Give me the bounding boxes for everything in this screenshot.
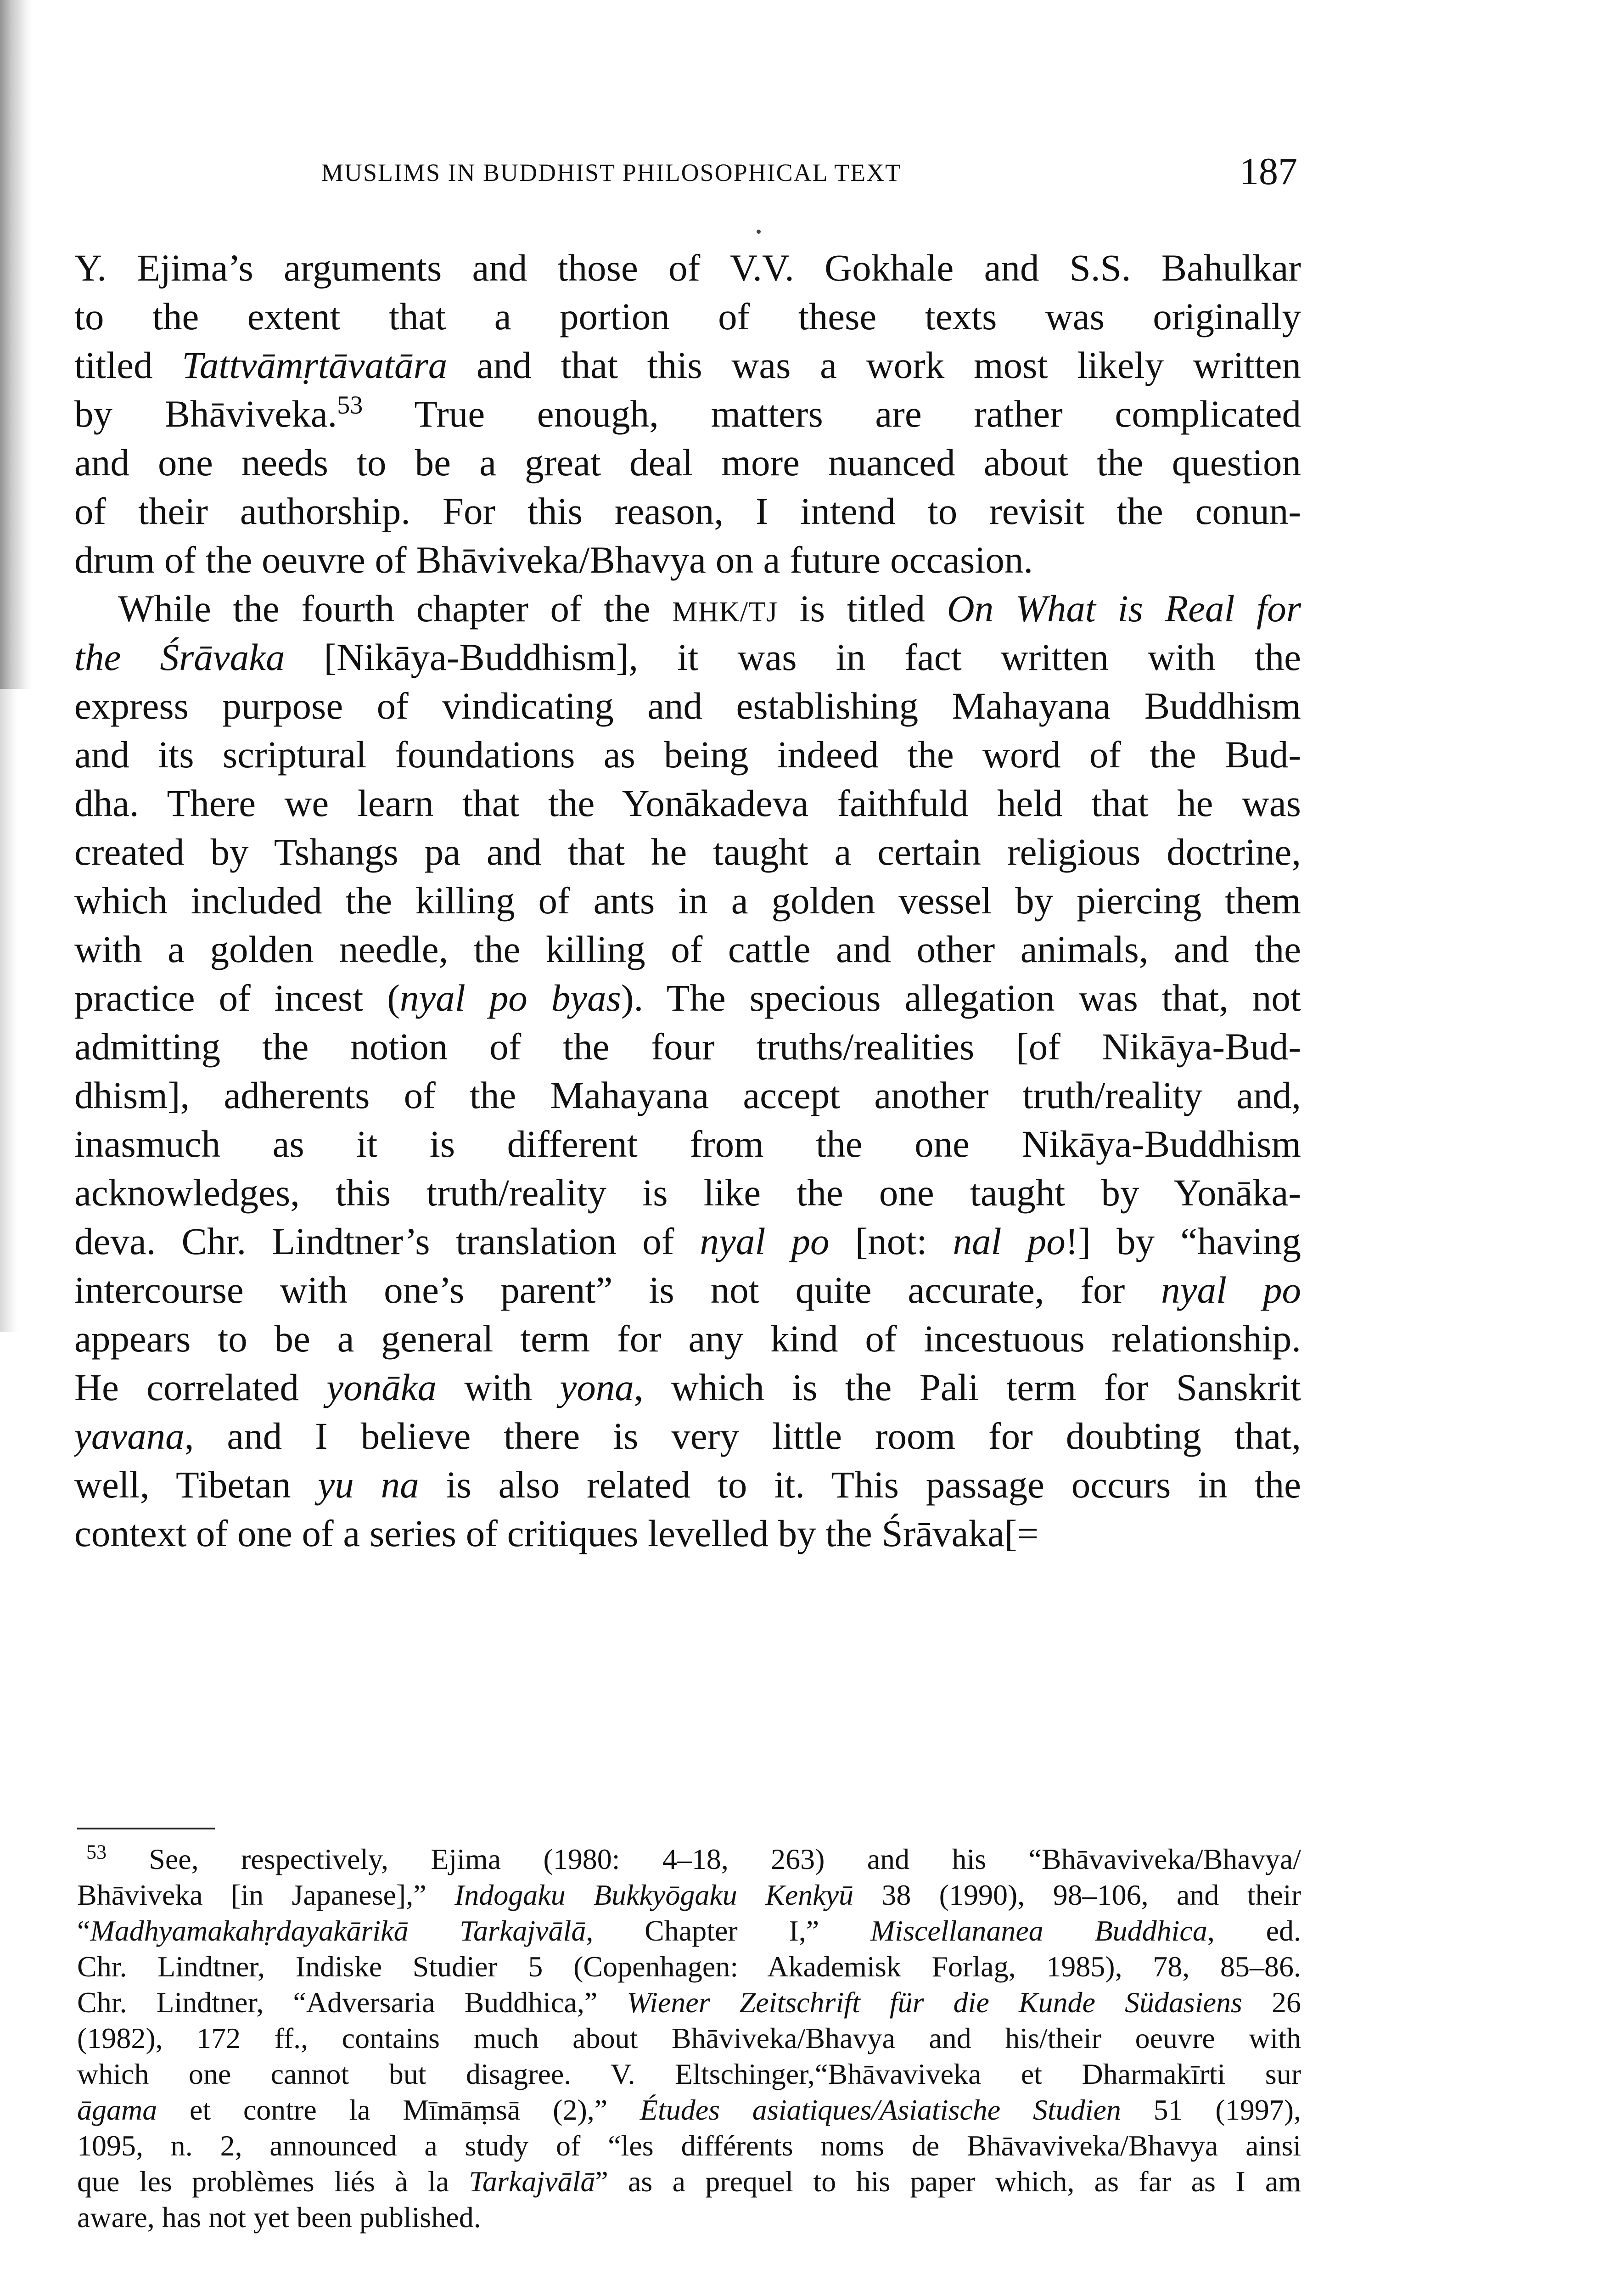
italic-term: yona: [560, 1366, 634, 1408]
italic-title: Études asiatiques/Asiatische Studien: [640, 2093, 1121, 2126]
body-line: [74, 535, 1301, 584]
italic-title: Tarkajvālā: [469, 2165, 595, 2198]
italic-term: nyal po: [1161, 1269, 1301, 1311]
body-line-text: appears to be a general term for any kind of incestuous relationship.: [74, 1317, 1301, 1360]
body-line-text: acknowledges, this truth/reality is like the one taught by Yonāka-: [74, 1171, 1301, 1214]
footnote-53: [77, 1841, 1301, 2235]
body-line-text: and that this was a work most likely written: [447, 344, 1301, 386]
body-line-text: to the extent that a portion of these texts was originally: [74, 295, 1301, 338]
body-line: [74, 633, 1301, 681]
body-line: [74, 389, 1301, 438]
body-line-text: [not:: [829, 1220, 953, 1262]
body-line-text: admitting the notion of the four truths/realities [of Nikāya-Bud-: [74, 1025, 1301, 1068]
body-line: [74, 974, 1301, 1022]
body-line: [74, 925, 1301, 974]
body-line-text: with: [437, 1366, 560, 1408]
body-line-text: drum of the oeuvre of Bhāviveka/Bhavya on a future occasion.: [74, 539, 1033, 581]
italic-title: On What is Real for: [947, 587, 1301, 630]
body-line-text: dha. There we learn that the Yonākadeva faithfuld held that he was: [74, 782, 1301, 824]
italic-title: Tattvāmṛtāvatāra: [182, 344, 448, 386]
body-line: [74, 1509, 1301, 1558]
footnote-line-text: 51 (1997),: [1121, 2093, 1301, 2126]
body-line-text: inasmuch as it is different from the one Nikāya-Buddhism: [74, 1123, 1301, 1165]
body-line-text: with a golden needle, the killing of cattle and other animals, and the: [74, 928, 1301, 970]
footnote-line-text: Chr. Lindtner, Indiske Studier 5 (Copenhagen: Akademisk Forlag, 1985), 78, 85–86.: [77, 1950, 1301, 1983]
body-line-text: is also related to it. This passage occurs in the: [419, 1463, 1301, 1506]
body-line-text: True enough, matters are rather complicated: [363, 393, 1301, 435]
body-line: [74, 487, 1301, 535]
body-line-text: titled: [74, 344, 182, 386]
body-line: [74, 1071, 1301, 1120]
footnote-line: [77, 2092, 1301, 2128]
abbreviation: MHK/TJ: [672, 597, 778, 628]
italic-title: Indogaku Bukkyōgaku Kenkyū: [454, 1879, 853, 1911]
body-text: [74, 243, 1301, 1558]
footnote-line-text: , Chapter I,”: [586, 1914, 870, 1947]
body-line-text: express purpose of vindicating and establishing Mahayana Buddhism: [74, 685, 1301, 727]
footnote-line-text: Bhāviveka [in Japanese],”: [77, 1879, 454, 1911]
body-line-text: and one needs to be a great deal more nuanced about the question: [74, 441, 1301, 484]
footnote-line-text: Chr. Lindtner, “Adversaria Buddhica,”: [77, 1986, 627, 2019]
scan-speck: [757, 230, 761, 234]
footnote-line-text: See, respectively, Ejima (1980: 4–18, 263) and his “Bhāvaviveka/Bhavya/: [149, 1843, 1301, 1875]
body-line-text: is titled: [778, 587, 947, 630]
italic-term: nyal po: [700, 1220, 830, 1262]
body-line-text: , which is the Pali term for Sanskrit: [634, 1366, 1301, 1408]
footnote-line: [77, 1949, 1301, 1985]
body-line-text: context of one of a series of critiques levelled by the Śrāvaka[=: [74, 1512, 1039, 1554]
body-line: [74, 1168, 1301, 1217]
body-line-text: intercourse with one’s parent” is not quite accurate, for: [74, 1269, 1161, 1311]
footnote-line-text: aware, has not yet been published.: [77, 2201, 481, 2234]
body-line-text: Y. Ejima’s arguments and those of V.V. Gokhale and S.S. Bahulkar: [74, 247, 1301, 289]
footnote-line: [77, 2020, 1301, 2056]
body-line: [74, 1217, 1301, 1266]
body-line-text: which included the killing of ants in a golden vessel by piercing them: [74, 879, 1301, 922]
body-line-text: , and I believe there is very little room for doubting that,: [184, 1415, 1301, 1457]
body-line-text: !] by “having: [1065, 1220, 1301, 1262]
footnote-line-text: which one cannot but disagree. V. Eltschinger,“Bhāvaviveka et Dharmakīrti sur: [77, 2058, 1301, 2090]
body-line: [74, 1460, 1301, 1509]
body-line-text: practice of incest (: [74, 977, 400, 1019]
body-line: [74, 779, 1301, 827]
italic-term: yavana: [74, 1415, 185, 1457]
footnote-reference[interactable]: 53: [337, 391, 363, 420]
footnote-divider: [77, 1828, 215, 1829]
body-line: [74, 584, 1301, 633]
italic-title: the Śrāvaka: [74, 636, 285, 678]
italic-term: nal po: [953, 1220, 1066, 1262]
footnote-line-text: (1982), 172 ff., contains much about Bhāviveka/Bhavya and his/their oeuvre with: [77, 2022, 1301, 2054]
body-line-text: and its scriptural foundations as being indeed the word of the Bud-: [74, 733, 1301, 776]
body-line: [74, 243, 1301, 292]
body-line: [74, 292, 1301, 341]
body-line-text: While the fourth chapter of the: [118, 587, 673, 630]
footnote-line: [77, 1913, 1301, 1949]
body-line: [74, 730, 1301, 779]
footnote-line: [77, 1841, 1301, 1877]
footnote-line-text: 26: [1242, 1986, 1301, 2019]
footnote-line: [77, 2128, 1301, 2164]
body-line-text: deva. Chr. Lindtner’s translation of: [74, 1220, 700, 1262]
italic-term: nyal po byas: [399, 977, 621, 1019]
italic-title: Wiener Zeitschrift für die Kunde Südasiens: [627, 1986, 1242, 2019]
body-line-text: dhism], adherents of the Mahayana accept another truth/reality and,: [74, 1074, 1301, 1116]
italic-term: āgama: [77, 2093, 157, 2126]
body-line: [74, 341, 1301, 389]
body-line-text: well, Tibetan: [74, 1463, 318, 1506]
italic-term: yu na: [318, 1463, 419, 1506]
page-number: 187: [1240, 150, 1297, 193]
body-line-text: He correlated: [74, 1366, 327, 1408]
footnote-line-text: “: [77, 1914, 90, 1947]
body-line: [74, 438, 1301, 487]
body-line: [74, 1363, 1301, 1412]
body-line: [74, 681, 1301, 730]
footnote-number: 53: [86, 1841, 107, 1863]
body-line: [74, 827, 1301, 876]
italic-term: yonāka: [326, 1366, 437, 1408]
body-line: [74, 1022, 1301, 1071]
body-line-text: [Nikāya-Buddhism], it was in fact written with the: [285, 636, 1301, 678]
footnote-line-text: , ed.: [1207, 1914, 1301, 1947]
page-binding-shadow-lower: [0, 689, 18, 1332]
body-line: [74, 1120, 1301, 1168]
body-line: [74, 876, 1301, 925]
footnote-line: [77, 2056, 1301, 2092]
body-line: [74, 1412, 1301, 1460]
footnote-line: [77, 2164, 1301, 2200]
running-head: MUSLIMS IN BUDDHIST PHILOSOPHICAL TEXT: [321, 159, 902, 186]
footnote-line-text: 1095, n. 2, announced a study of “les différents noms de Bhāvaviveka/Bhavya ainsi: [77, 2129, 1301, 2162]
footnote-line-text: ” as a prequel to his paper which, as far as I am: [595, 2165, 1301, 2198]
footnote-line: [77, 1985, 1301, 2020]
footnote-line-text: 38 (1990), 98–106, and their: [853, 1879, 1301, 1911]
page-binding-shadow: [0, 0, 32, 689]
italic-title: Madhyamakahṛdayakārikā Tarkajvālā: [90, 1914, 586, 1947]
footnote-line: [77, 2200, 1301, 2235]
italic-title: Miscellananea Buddhica: [870, 1914, 1207, 1947]
body-line-text: created by Tshangs pa and that he taught a certain religious doctrine,: [74, 831, 1301, 873]
body-line-text: of their authorship. For this reason, I intend to revisit the conun-: [74, 490, 1301, 532]
body-line: [74, 1314, 1301, 1363]
body-line-text: by Bhāviveka.: [74, 393, 337, 435]
footnote-line-text: que les problèmes liés à la: [77, 2165, 469, 2198]
body-line: [74, 1266, 1301, 1314]
footnote-line-text: et contre la Mīmāṃsā (2),”: [157, 2093, 640, 2126]
body-line-text: ). The specious allegation was that, not: [621, 977, 1301, 1019]
footnote-line: [77, 1877, 1301, 1913]
